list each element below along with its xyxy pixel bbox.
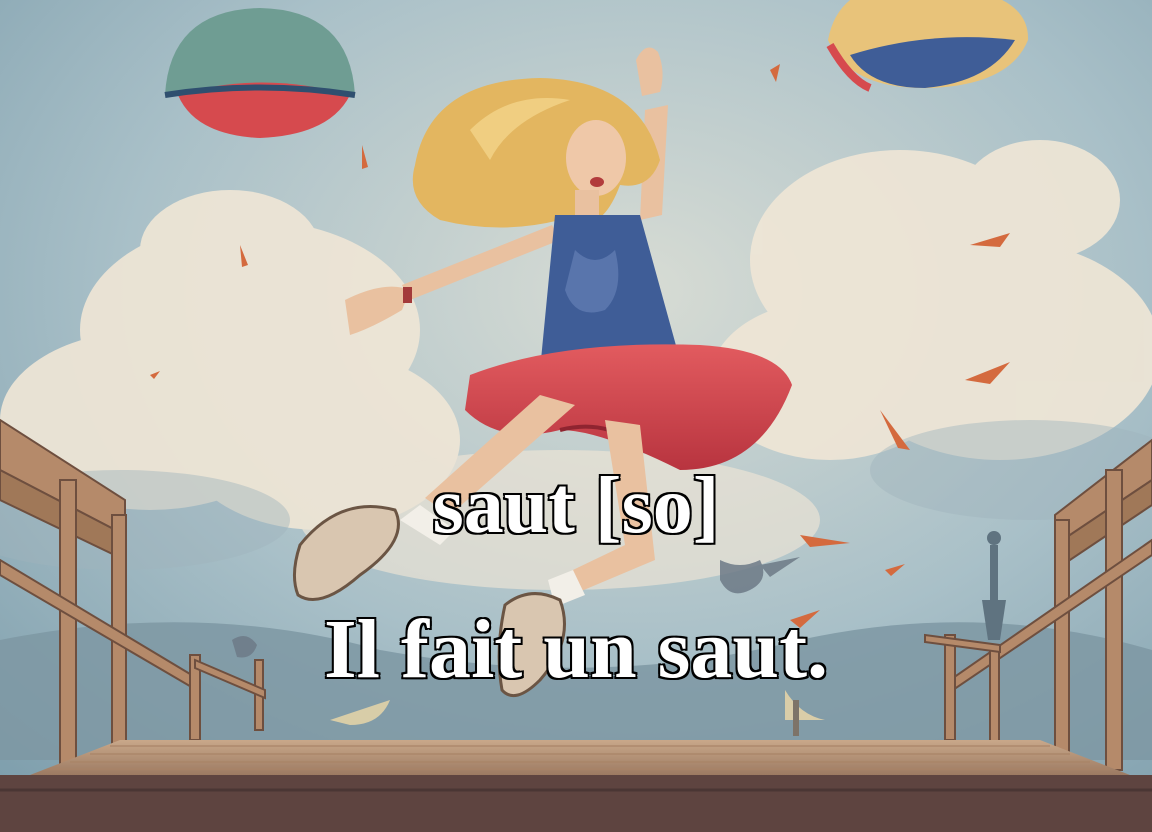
example-sentence: Il fait un saut. [323,603,829,696]
wooden-floor [0,740,1152,832]
vocabulary-word: saut [so] [432,462,720,550]
